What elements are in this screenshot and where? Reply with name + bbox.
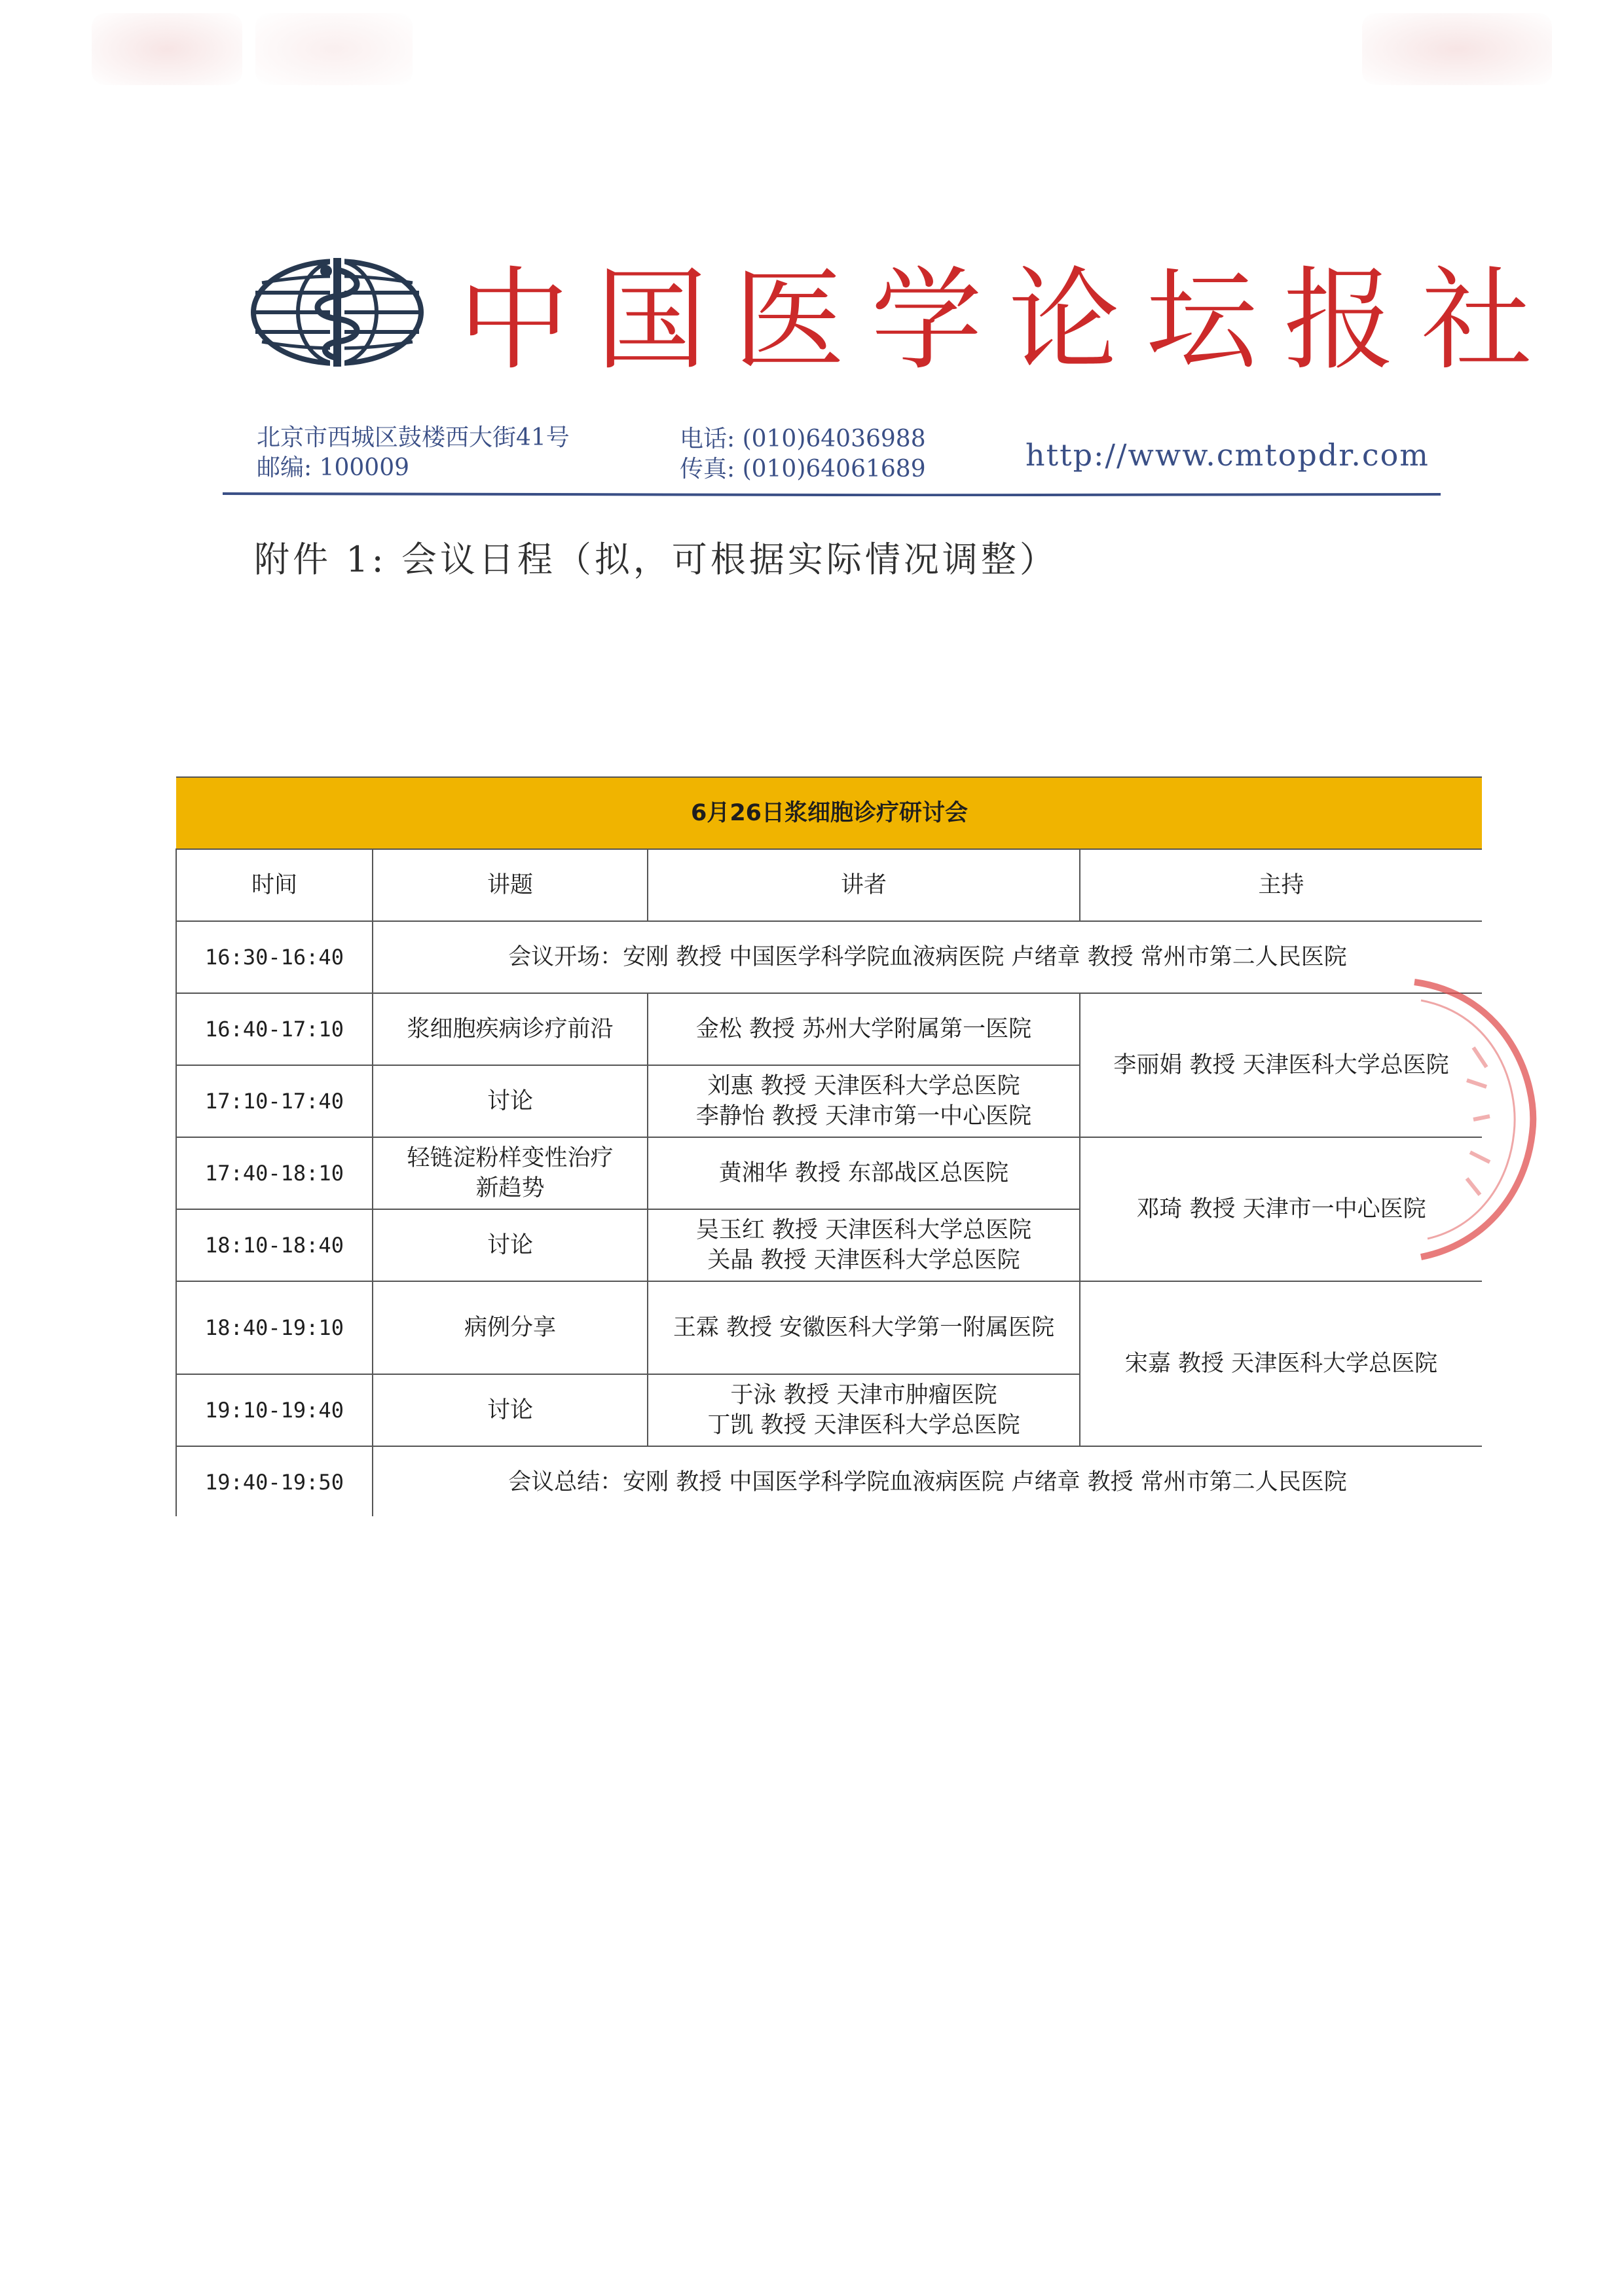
organization-name: 中国医学论坛报社 — [458, 256, 1559, 386]
speaker-line: 于泳 教授 天津市肿瘤医院 — [730, 1382, 997, 1408]
col-header-chair: 主持 — [1080, 849, 1482, 921]
scan-smudge-right — [1362, 13, 1552, 85]
speaker-cell: 金松 教授 苏州大学附属第一医院 — [648, 993, 1080, 1065]
time-cell: 16:40-17:10 — [176, 993, 373, 1065]
topic-line: 新趋势 — [475, 1175, 545, 1201]
postcode-line: 邮编: 100009 — [257, 454, 409, 481]
topic-line: 轻链淀粉样变性治疗 — [407, 1145, 614, 1171]
schedule-title: 6月26日浆细胞诊疗研讨会 — [176, 777, 1482, 849]
letterhead-divider — [223, 492, 1441, 496]
time-cell: 19:40-19:50 — [176, 1446, 373, 1516]
topic-cell: 讨论 — [373, 1065, 648, 1137]
table-row — [176, 993, 1482, 1065]
fax-line: 传真: (010)64061689 — [680, 456, 926, 483]
col-header-topic: 讲题 — [373, 849, 648, 921]
topic-cell: 讨论 — [373, 1209, 648, 1281]
speaker-line: 李静怡 教授 天津市第一中心医院 — [695, 1103, 1032, 1129]
table-row — [176, 921, 1482, 993]
time-cell: 16:30-16:40 — [176, 921, 373, 993]
table-row — [176, 1137, 1482, 1209]
topic-cell — [373, 1137, 648, 1209]
scan-smudge-mid — [255, 13, 413, 85]
chair-cell: 邓琦 教授 天津市一中心医院 — [1080, 1137, 1482, 1281]
speaker-line: 关晶 教授 天津医科大学总医院 — [707, 1247, 1020, 1273]
chair-cell: 李丽娟 教授 天津医科大学总医院 — [1080, 993, 1482, 1137]
address-line: 北京市西城区鼓楼西大街41号 — [257, 424, 570, 451]
scan-smudge-left — [92, 13, 242, 85]
time-cell: 18:10-18:40 — [176, 1209, 373, 1281]
time-cell: 18:40-19:10 — [176, 1281, 373, 1374]
address-block — [257, 423, 570, 483]
phone-line: 电话: (010)64036988 — [680, 426, 926, 452]
topic-cell: 讨论 — [373, 1374, 648, 1446]
speaker-cell — [648, 1209, 1080, 1281]
opening-remarks-cell: 会议开场：安刚 教授 中国医学科学院血液病医院 卢绪章 教授 常州市第二人民医院 — [373, 921, 1482, 993]
speaker-line: 刘惠 教授 天津医科大学总医院 — [707, 1073, 1020, 1099]
speaker-cell — [648, 1065, 1080, 1137]
attachment-title: 附件 1: 会议日程（拟，可根据实际情况调整） — [254, 539, 1058, 580]
topic-cell: 病例分享 — [373, 1281, 648, 1374]
time-cell: 17:10-17:40 — [176, 1065, 373, 1137]
globe-caduceus-logo — [249, 257, 426, 368]
col-header-time: 时间 — [176, 849, 373, 921]
chair-cell: 宋嘉 教授 天津医科大学总医院 — [1080, 1281, 1482, 1446]
time-cell: 19:10-19:40 — [176, 1374, 373, 1446]
closing-remarks-cell: 会议总结：安刚 教授 中国医学科学院血液病医院 卢绪章 教授 常州市第二人民医院 — [373, 1446, 1482, 1516]
speaker-cell: 王霖 教授 安徽医科大学第一附属医院 — [648, 1281, 1080, 1374]
website-link[interactable]: http://www.cmtopdr.com — [1025, 437, 1430, 473]
speaker-line: 吴玉红 教授 天津医科大学总医院 — [695, 1217, 1032, 1243]
speaker-line: 丁凯 教授 天津医科大学总医院 — [707, 1412, 1020, 1438]
time-cell: 17:40-18:10 — [176, 1137, 373, 1209]
schedule-table — [175, 776, 1482, 1516]
table-row — [176, 1446, 1482, 1516]
table-row — [176, 1281, 1482, 1374]
speaker-cell: 黄湘华 教授 东部战区总医院 — [648, 1137, 1080, 1209]
speaker-cell — [648, 1374, 1080, 1446]
phone-block — [680, 424, 926, 484]
col-header-speaker: 讲者 — [648, 849, 1080, 921]
topic-cell: 浆细胞疾病诊疗前沿 — [373, 993, 648, 1065]
